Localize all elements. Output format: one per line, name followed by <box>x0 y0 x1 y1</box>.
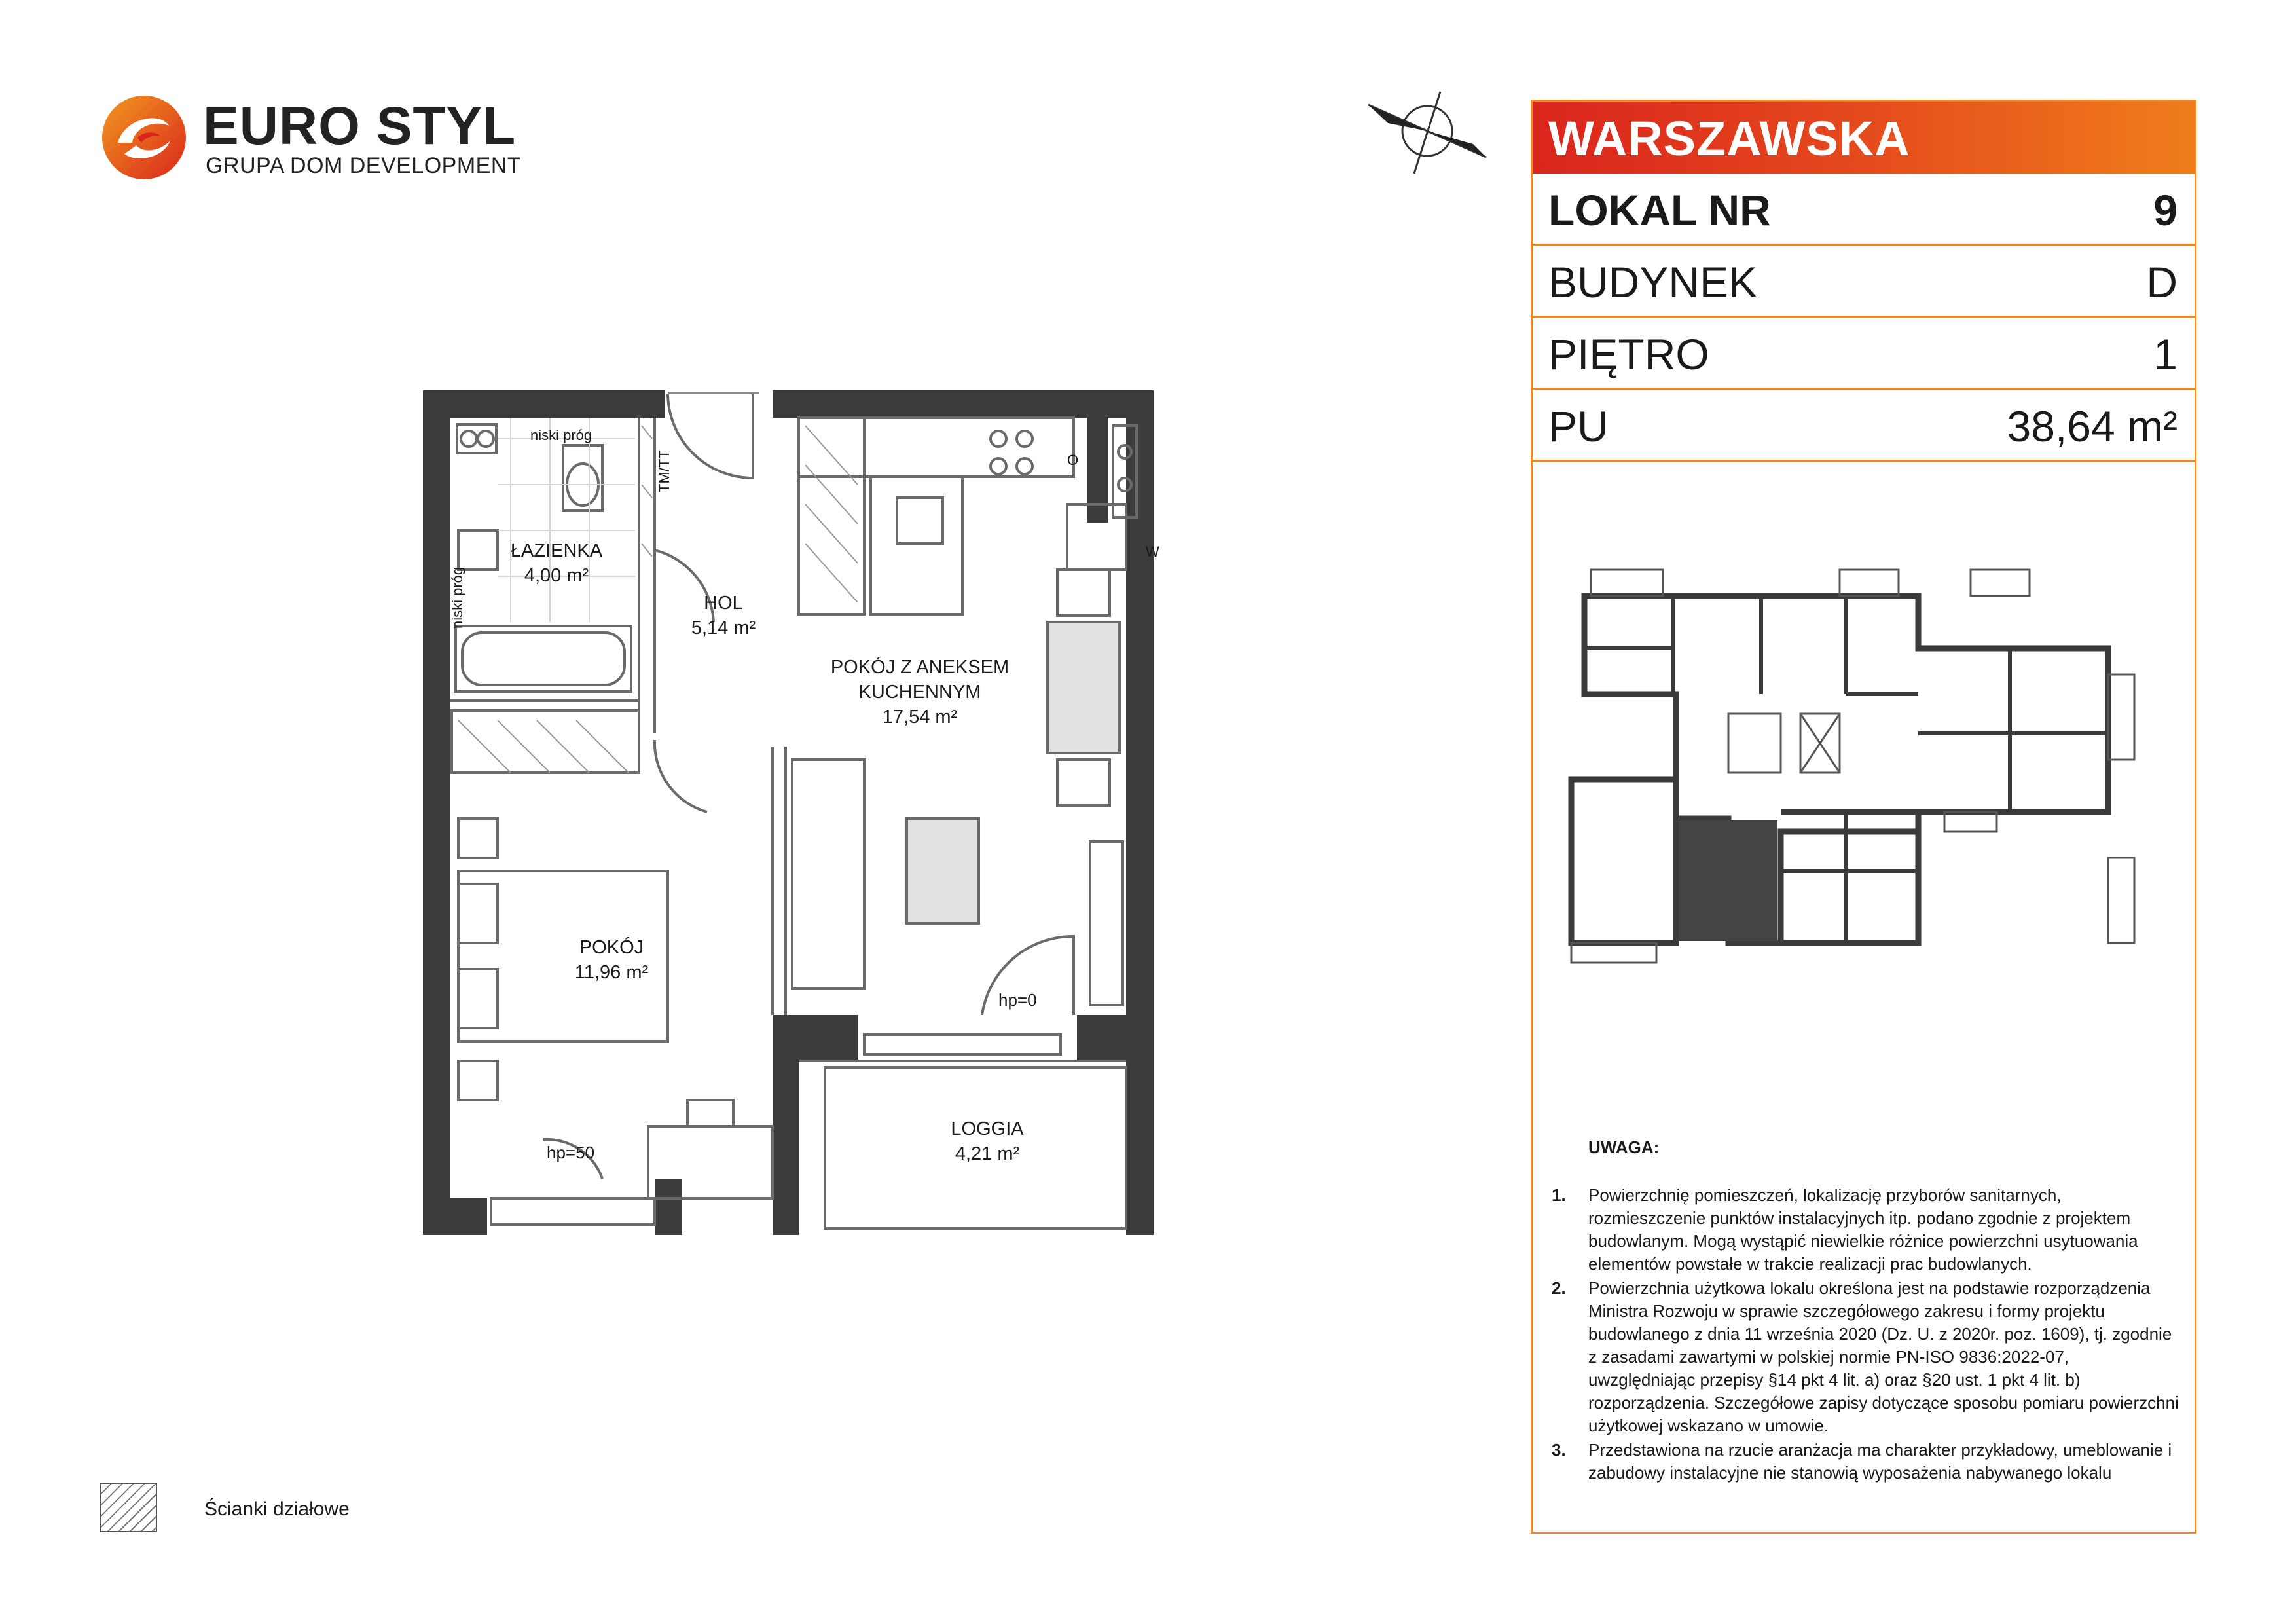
room-name: KUCHENNYM <box>858 682 981 703</box>
room-bedroom <box>575 935 648 985</box>
room-name: POKÓJ Z ANEKSEM <box>830 657 1010 678</box>
room-hall <box>691 591 756 640</box>
usable-area-label: PU <box>1548 402 1609 451</box>
notes-section <box>1552 1136 2180 1486</box>
highlighted-unit <box>1679 820 1777 941</box>
brand-tagline: GRUPA DOM DEVELOPMENT <box>206 153 522 178</box>
usable-area-row <box>1533 390 2195 462</box>
room-area: 5,14 m² <box>691 618 756 638</box>
room-living-kitchen <box>831 655 1009 729</box>
building-row <box>1533 246 2195 318</box>
floor-plan-drawing <box>412 354 1224 1244</box>
window-sill-height-label: hp=50 <box>547 1143 595 1162</box>
building-value: D <box>2146 258 2178 306</box>
building-key-plan <box>1565 550 2167 976</box>
outlet-w-label: W <box>1146 544 1159 560</box>
note-number: 3. <box>1552 1440 1566 1460</box>
door-sill-height-label: hp=0 <box>998 990 1037 1010</box>
unit-number-value: 9 <box>2153 186 2178 234</box>
north-arrow-icon <box>1362 85 1493 183</box>
note-item <box>1552 1277 2180 1437</box>
building-label: BUDYNEK <box>1548 258 1758 306</box>
usable-area-value: 38,64 m² <box>2007 402 2178 451</box>
euro-styl-flame-icon <box>98 92 190 183</box>
room-name: LOGGIA <box>951 1118 1024 1139</box>
low-threshold-label: niski próg <box>449 566 465 629</box>
unit-number-label: LOKAL NR <box>1548 186 1771 234</box>
low-threshold-label: niski próg <box>530 427 592 443</box>
note-item <box>1552 1184 2180 1276</box>
room-area: 11,96 m² <box>574 962 649 983</box>
floor-plan <box>412 354 1224 1244</box>
brand-name: EURO STYL <box>203 96 517 156</box>
legend-label: Ścianki działowe <box>204 1498 350 1520</box>
note-number: 2. <box>1552 1278 1566 1298</box>
floor-label: PIĘTRO <box>1548 330 1709 378</box>
room-area: 17,54 m² <box>882 707 958 728</box>
company-logo <box>98 92 522 183</box>
room-name: HOL <box>704 593 743 614</box>
note-text: Powierzchnia użytkowa lokalu określona jest na podstawie rozporządzenia Ministra Rozwoju w sprawie szczegółowego zakresu i formy projektu budowlanego z dnia 11 września 2020 (Dz. U. z 2020r. poz. 1609), tj. zgodnie z zasadami zawartymi w polskiej normie PN-ISO 9836:2022-07, uwzględniając przepisy §14 pkt 4 lit. a) oraz §20 ust. 1 pkt 4 lit. b) rozporządzenia. Szczegółowe zapisy dotyczące sposobu pomiaru powierzchni użytkowej wskazano w umowie. <box>1588 1278 2179 1435</box>
floor-row <box>1533 318 2195 390</box>
note-text: Powierzchnię pomieszczeń, lokalizację przyborów sanitarnych, rozmieszczenie punktów instalacyjnych itp. podano zgodnie z projektem budowlanym. Mogą wystąpić niewielkie różnice powierzchni usytuowania elementów powstałe w trakcie realizacji prac budowlanych. <box>1588 1185 2138 1274</box>
tm-tt-label: TM/TT <box>656 450 672 492</box>
project-banner <box>1533 101 2195 174</box>
room-bathroom <box>511 538 602 588</box>
room-area: 4,21 m² <box>955 1143 1020 1164</box>
room-loggia <box>951 1116 1023 1166</box>
room-name: POKÓJ <box>579 937 644 958</box>
floor-value: 1 <box>2153 330 2178 378</box>
room-area: 4,00 m² <box>524 565 589 586</box>
notes-title: UWAGA: <box>1588 1137 1660 1157</box>
project-name: WARSZAWSKA <box>1548 111 1910 166</box>
partition-walls-swatch <box>100 1483 157 1532</box>
outlet-o-label: O <box>1067 452 1079 468</box>
room-name: ŁAZIENKA <box>510 540 603 561</box>
note-text: Przedstawiona na rzucie aranżacja ma charakter przykładowy, umeblowanie i zabudowy instalacyjne nie stanowią wyposażenia nabywanego lokalu <box>1588 1440 2172 1483</box>
note-item <box>1552 1439 2180 1485</box>
note-number: 1. <box>1552 1185 1566 1205</box>
unit-number-row <box>1533 174 2195 246</box>
